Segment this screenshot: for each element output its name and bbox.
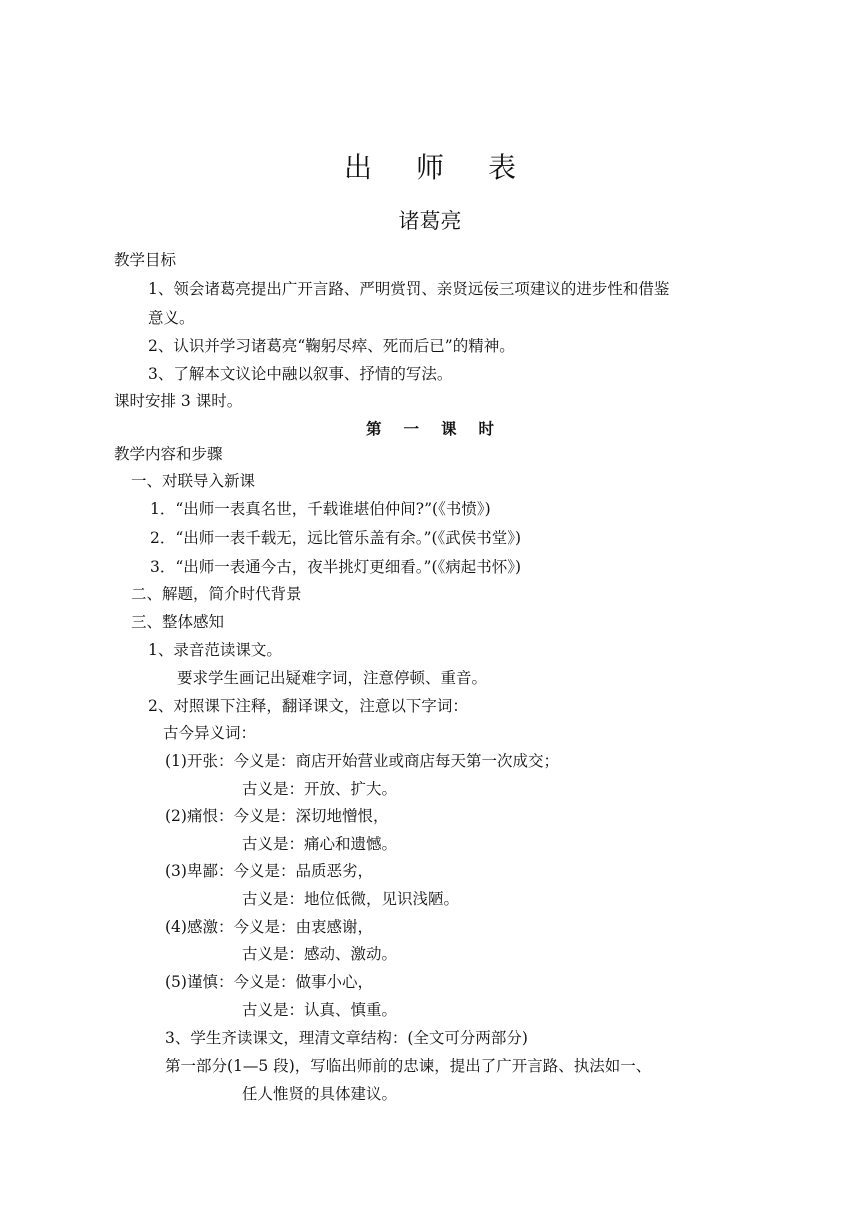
step-3-item-2: 2、对照课下注释，翻译课文，注意以下字词： — [148, 697, 468, 715]
goal-1-line-1: 1、领会诸葛亮提出广开言路、严明赏罚、亲贤远佞三项建议的进步性和借鉴 — [148, 280, 670, 298]
step-3-item-1-requirement: 要求学生画记出疑难字词，注意停顿、重音。 — [177, 669, 488, 687]
goal-2: 2、认识并学习诸葛亮“鞠躬尽瘁、死而后已”的精神。 — [148, 337, 515, 355]
lesson-heading: 第一课时 — [365, 419, 516, 438]
step-3-item-3: 3、学生齐读课文，理清文章结构：(全文可分两部分) — [165, 1029, 528, 1047]
word-3-modern: (3)卑鄙：今义是：品质恶劣， — [165, 862, 373, 880]
step-2-heading: 二、解题，简介时代背景 — [131, 585, 302, 603]
step-1-heading: 一、对联导入新课 — [131, 472, 256, 490]
word-3-ancient: 古义是：地位低微，见识浅陋。 — [242, 890, 460, 908]
step-3-heading: 三、整体感知 — [131, 613, 225, 631]
document-author: 诸葛亮 — [398, 209, 462, 233]
document-title: 出师表 — [343, 151, 560, 184]
part-1-line-1: 第一部分(1—5 段)，写临出师前的忠谏，提出了广开言路、执法如一、 — [165, 1057, 652, 1075]
word-4-modern: (4)感激：今义是：由衷感谢， — [165, 918, 373, 936]
schedule-line: 课时安排 3 课时。 — [114, 392, 243, 410]
goals-heading: 教学目标 — [114, 251, 177, 269]
ancient-modern-heading: 古今异义词： — [163, 724, 257, 742]
word-2-modern: (2)痛恨：今义是：深切地憎恨， — [165, 807, 389, 825]
couplet-1: 1．“出师一表真名世，千载谁堪伯仲间?”(《书愤》) — [150, 500, 491, 518]
couplet-3: 3．“出师一表通今古，夜半挑灯更细看。”(《病起书怀》) — [150, 558, 522, 576]
steps-heading: 教学内容和步骤 — [114, 445, 223, 463]
step-3-item-1: 1、录音范读课文。 — [148, 641, 282, 659]
word-5-modern: (5)谨慎：今义是：做事小心， — [165, 973, 373, 991]
goal-1-line-2: 意义。 — [148, 309, 195, 327]
word-5-ancient: 古义是：认真、慎重。 — [242, 1001, 398, 1019]
word-1-ancient: 古义是：开放、扩大。 — [242, 780, 398, 798]
part-1-line-2: 任人惟贤的具体建议。 — [242, 1085, 398, 1103]
goal-3: 3、了解本文议论中融以叙事、抒情的写法。 — [148, 365, 453, 383]
couplet-2: 2．“出师一表千载无，远比管乐盖有余。”(《武侯书堂》) — [150, 529, 522, 547]
word-1-modern: (1)开张：今义是：商店开始营业或商店每天第一次成交； — [165, 752, 559, 770]
word-4-ancient: 古义是：感动、激动。 — [242, 945, 398, 963]
word-2-ancient: 古义是：痛心和遗憾。 — [242, 835, 398, 853]
